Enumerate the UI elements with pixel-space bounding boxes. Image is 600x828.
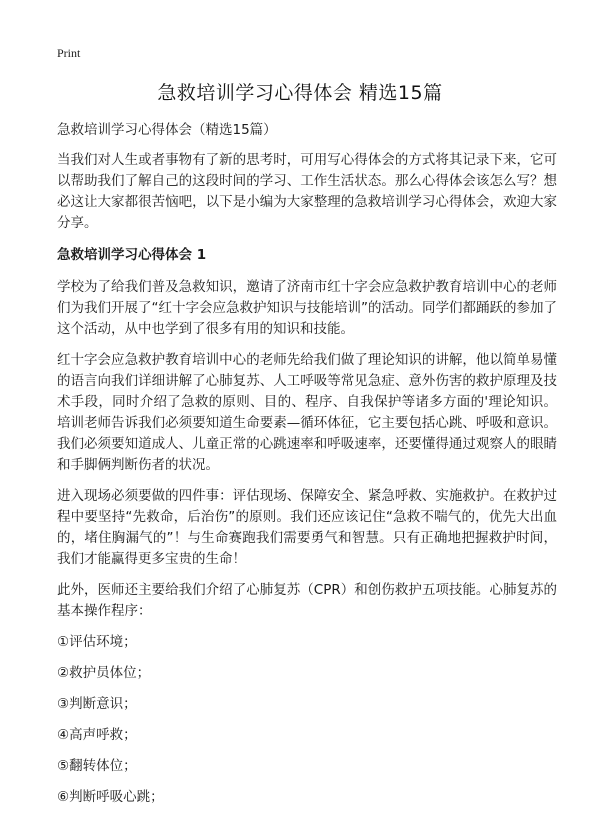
list-item: ②救护员体位； <box>57 665 151 681</box>
list-item: ④高声呼救； <box>57 727 137 743</box>
intro-paragraph: 当我们对人生或者事物有了新的思考时，可用写心得体会的方式将其记录下来，它可以帮助我们了解自己的这段时间的学习、工作生活状态。那么心得体会该怎么写？想必这让大家都很苦恼吧，以下是小编为大家整理的急救培训学习心得体会，欢迎大家分享。 <box>57 152 557 231</box>
list-item: ⑥判断呼吸心跳； <box>57 789 164 805</box>
section-heading: 急救培训学习心得体会 1 <box>57 247 207 263</box>
body-paragraph: 学校为了给我们普及急救知识，邀请了济南市红十字会应急救护教育培训中心的老师们为我们开展了“红十字会应急救护知识与技能培训”的活动。同学们都踊跃的参加了这个活动，从中也学到了很多有用的知识和技能。 <box>57 279 557 337</box>
list-item: ⑤翻转体位； <box>57 758 137 774</box>
list-item: ③判断意识； <box>57 696 137 712</box>
cpr-steps-list <box>57 632 557 807</box>
page-title: 急救培训学习心得体会 精选15篇 <box>157 82 443 104</box>
article-subtitle: 急救培训学习心得体会（精选15篇） <box>57 122 277 138</box>
body-paragraph: 进入现场必须要做的四件事：评估现场、保障安全、紧急呼救、实施救护。在救护过程中要坚持“先救命，后治伤”的原则。我们还应该记住“急救不喘气的，优先大出血的，堵住胸漏气的”！与生命赛跑我们需要勇气和智慧。只有正确地把握救护时间，我们才能赢得更多宝贵的生命！ <box>57 488 557 567</box>
body-paragraph: 红十字会应急救护教育培训中心的老师先给我们做了理论知识的讲解，他以简单易懂的语言向我们详细讲解了心肺复苏、人工呼吸等常见急症、意外伤害的救护原理及技术手段，同时介绍了急救的原则、目的、程序、自我保护等诸多方面的'理论知识。培训老师告诉我们必须要知道生命要素—循环体征，它主要包括心跳、呼吸和意识。我们必须要知道成人、儿童正常的心跳速率和呼吸速率，还要懂得通过观察人的眼睛和手脚俩判断伤者的状况。 <box>57 352 557 473</box>
list-item: ①评估环境； <box>57 634 137 650</box>
print-link[interactable]: Print <box>57 46 81 60</box>
article-body <box>57 120 557 818</box>
body-paragraph: 此外，医师还主要给我们介绍了心肺复苏（CPR）和创伤救护五项技能。心肺复苏的基本操作程序： <box>57 582 557 619</box>
